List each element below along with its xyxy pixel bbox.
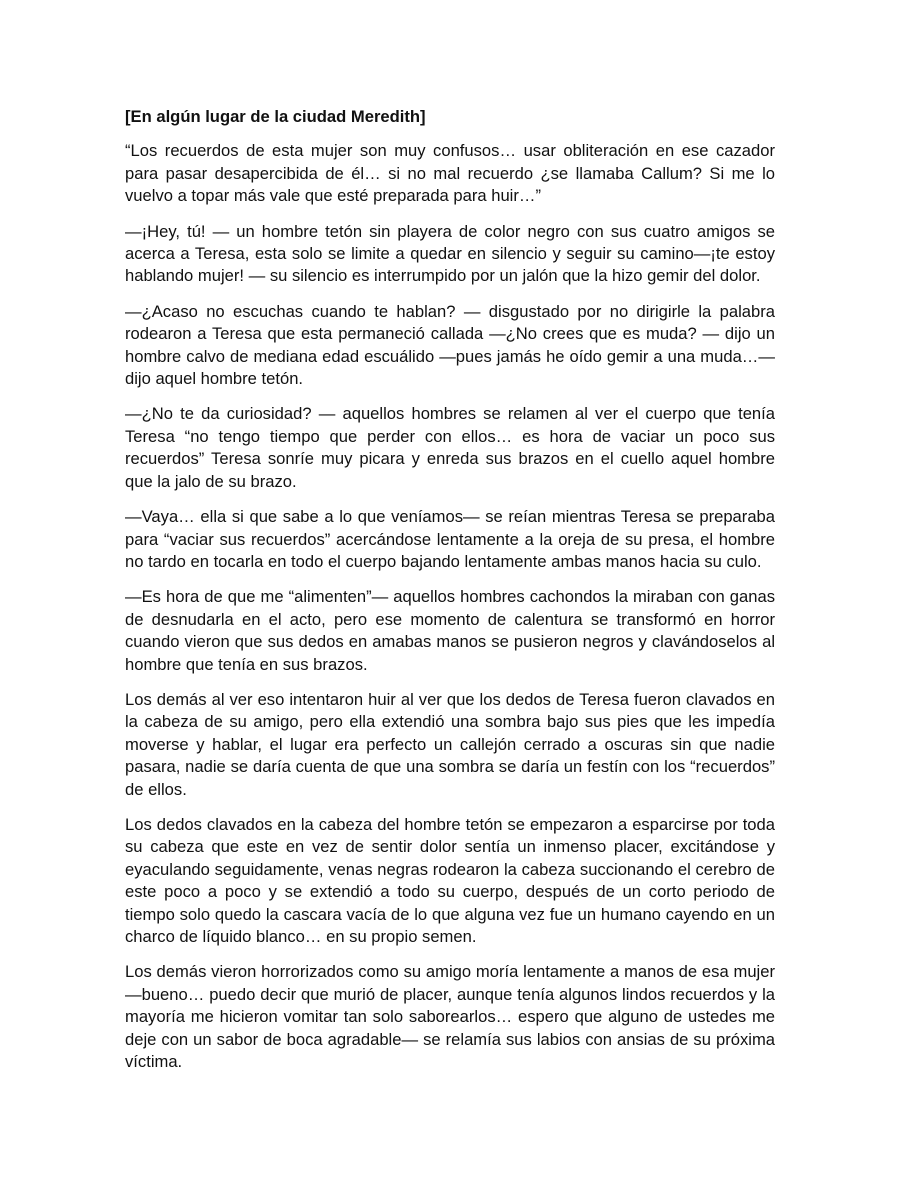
paragraph: “Los recuerdos de esta mujer son muy confusos… usar obliteración en ese cazador para pasar desapercibida de él… si no mal recuerdo ¿se llamaba Callum? Si me lo vuelvo a topar más vale que esté preparada para huir…” (125, 141, 775, 206)
scene-heading: [En algún lugar de la ciudad Meredith] (125, 107, 426, 126)
paragraph: Los dedos clavados en la cabeza del hombre tetón se empezaron a esparcirse por toda su cabeza que este en vez de sentir dolor sentía un inmenso placer, excitándose y eyaculando seguidamente, venas negras rodearon la cabeza succionando el cerebro de este poco a poco y se extendió a todo su cuerpo, después de un corto periodo de tiempo solo quedo la cascara vacía de lo que alguna vez fue un humano cayendo en un charco de líquido blanco… en su propio semen. (125, 814, 775, 946)
paragraph: —Es hora de que me “alimenten”— aquellos hombres cachondos la miraban con ganas de desnudarla en el acto, pero ese momento de calentura se transformó en horror cuando vieron que sus dedos en amabas manos se pusieron negros y clavándoselos al hombre que tenía en sus brazos. (125, 587, 775, 674)
paragraph: —¡Hey, tú! — un hombre tetón sin playera de color negro con sus cuatro amigos se acerca a Teresa, esta solo se limite a quedar en silencio y seguir su camino—¡te estoy hablando mujer! — su silencio es interrumpido por un jalón que la hizo gemir del dolor. (125, 221, 775, 286)
paragraph: —¿Acaso no escuchas cuando te hablan? — disgustado por no dirigirle la palabra rodearon a Teresa que esta permaneció callada —¿No crees que es muda? — dijo un hombre calvo de mediana edad escuálido —pues jamás he oído gemir a una muda…— dijo aquel hombre tetón. (125, 301, 775, 389)
document-body (125, 106, 775, 1086)
paragraph: —Vaya… ella si que sabe a lo que veníamos— se reían mientras Teresa se preparaba para “vaciar sus recuerdos” acercándose lentamente a la oreja de su presa, el hombre no tardo en tocarla en todo el cuerpo bajando lentamente ambas manos hacia su culo. (125, 507, 775, 571)
paragraph: Los demás vieron horrorizados como su amigo moría lentamente a manos de esa mujer —bueno… puedo decir que murió de placer, aunque tenía algunos lindos recuerdos y la mayoría me hicieron vomitar tan solo saborearlos… espero que alguno de ustedes me deje con un sabor de boca agradable— se relamía sus labios con ansias de su próxima víctima. (125, 962, 775, 1072)
paragraph: —¿No te da curiosidad? — aquellos hombres se relamen al ver el cuerpo que tenía Teresa “no tengo tiempo que perder con ellos… es hora de vaciar un poco sus recuerdos” Teresa sonríe muy picara y enreda sus brazos en el cuello aquel hombre que la jalo de su brazo. (125, 404, 775, 491)
paragraph: Los demás al ver eso intentaron huir al ver que los dedos de Teresa fueron clavados en la cabeza de su amigo, pero ella extendió una sombra bajo sus pies que les impedía moverse y hablar, el lugar era perfecto un callejón cerrado a oscuras sin que nadie pasara, nadie se daría cuenta de que una sombra se daría un festín con los “recuerdos” de ellos. (125, 689, 775, 799)
